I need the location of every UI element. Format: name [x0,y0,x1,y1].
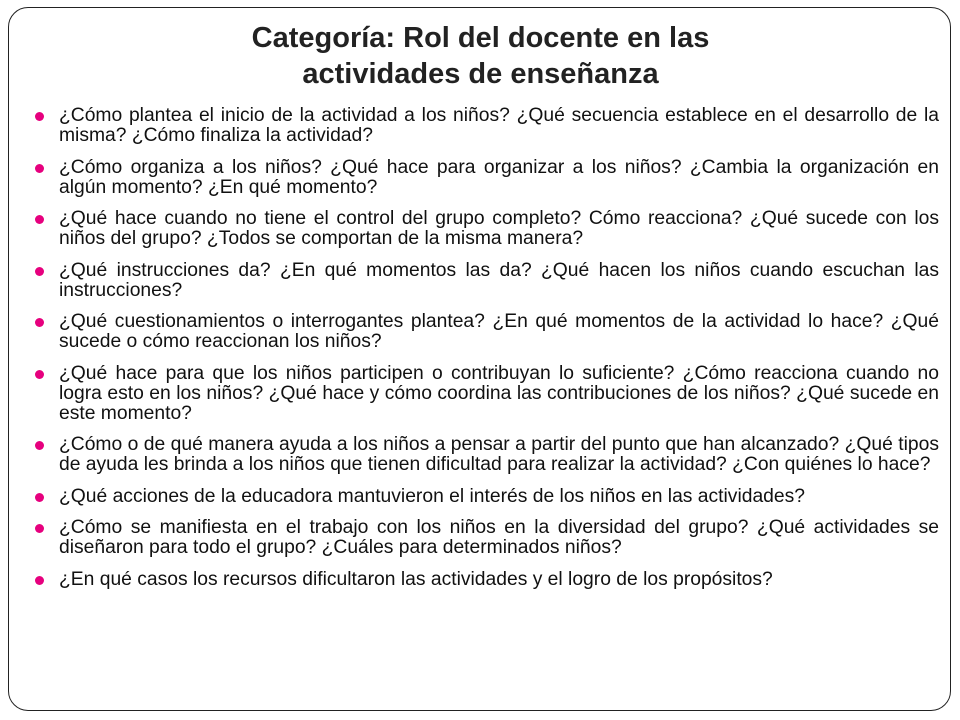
bullet-dot-icon [35,267,44,276]
slide-title-line-2: actividades de enseñanza [302,58,659,90]
bullet-list [31,106,939,601]
bullet-text: ¿Qué cuestionamientos o interrogantes plantea? ¿En qué momentos de la actividad lo hace? ¿Qué sucede o cómo reaccionan los niños? [59,311,939,352]
bullet-text: ¿Qué hace cuando no tiene el control del grupo completo? Cómo reacciona? ¿Qué sucede con los niños del grupo? ¿Todos se comportan de la misma manera? [59,208,939,249]
bullet-text: ¿Cómo se manifiesta en el trabajo con los niños en la diversidad del grupo? ¿Qué actividades se diseñaron para todo el grupo? ¿Cuáles para determinados niños? [59,517,939,558]
bullet-text: ¿En qué casos los recursos dificultaron las actividades y el logro de los propósitos? [59,568,773,590]
bullet-item [31,364,939,424]
bullet-dot-icon [35,493,44,502]
slide-frame [8,7,951,711]
bullet-dot-icon [35,215,44,224]
bullet-item [31,158,939,198]
bullet-dot-icon [35,524,44,533]
bullet-dot-icon [35,112,44,121]
bullet-text: ¿Cómo plantea el inicio de la actividad a los niños? ¿Qué secuencia establece en el desarrollo de la misma? ¿Cómo finaliza la actividad? [59,105,939,146]
bullet-item [31,312,939,352]
slide-title-line-1: Categoría: Rol del docente en las [251,22,710,54]
bullet-item [31,570,939,590]
bullet-text: ¿Cómo organiza a los niños? ¿Qué hace para organizar a los niños? ¿Cambia la organización en algún momento? ¿En qué momento? [59,156,939,198]
bullet-item [31,487,939,507]
bullet-text: ¿Qué acciones de la educadora mantuvieron el interés de los niños en las actividades? [59,485,805,507]
bullet-item [31,209,939,249]
bullet-dot-icon [35,576,44,585]
bullet-text: ¿Qué instrucciones da? ¿En qué momentos las da? ¿Qué hacen los niños cuando escuchan las instrucciones? [59,259,939,301]
bullet-item [31,106,939,146]
bullet-dot-icon [35,164,44,173]
slide-title [9,20,952,92]
bullet-dot-icon [35,441,44,450]
bullet-dot-icon [35,318,44,327]
bullet-item [31,261,939,301]
bullet-text: ¿Qué hace para que los niños participen o contribuyan lo suficiente? ¿Cómo reacciona cuando no logra esto en los niños? ¿Qué hace y cómo coordina las contribuciones de los niños? ¿Qué sucede en este momento? [59,362,939,424]
bullet-item [31,435,939,475]
bullet-text: ¿Cómo o de qué manera ayuda a los niños a pensar a partir del punto que han alcanzado? ¿Qué tipos de ayuda les brinda a los niños que tienen dificultad para realizar la actividad? ¿Con quiénes lo hace? [59,434,939,475]
bullet-dot-icon [35,370,44,379]
bullet-item [31,518,939,558]
